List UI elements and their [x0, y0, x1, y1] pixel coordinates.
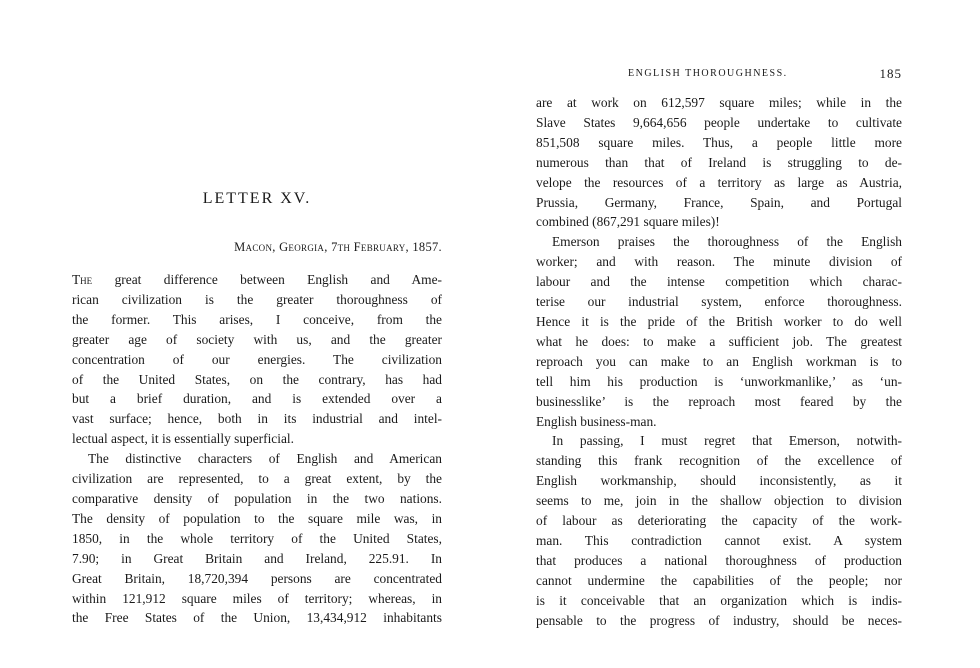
text-line: lectual aspect, it is essentially superficial.: [72, 431, 294, 447]
running-title: ENGLISH THOROUGHNESS.: [628, 68, 788, 79]
text-line: terise our industrial system, enforce thoroughness.: [536, 294, 902, 310]
text-line: English business-man.: [536, 413, 657, 429]
text-line: The great difference between English and Ame-: [72, 272, 442, 287]
text-line: vast surface; hence, both in its industrial and intel-: [72, 411, 442, 427]
text-line: standing this frank recognition of the excellence of: [536, 453, 902, 469]
text-line: 7.90; in Great Britain and Ireland, 225.91. In: [72, 550, 442, 566]
text-line: 1850, in the whole territory of the United States,: [72, 530, 442, 546]
right-body-text: [536, 93, 902, 630]
text-line: Emerson praises the thoroughness of the English: [552, 234, 902, 250]
text-line: is it conceivable that an organization which is indis-: [536, 592, 902, 608]
text-line: comparative density of population in the two nations.: [72, 490, 442, 506]
text-line: Hence it is the pride of the British worker to do well: [536, 313, 902, 329]
text-line: tell him his production is ‘unworkmanlike,’ as ‘un-: [536, 373, 902, 389]
text-line: Slave States 9,664,656 people undertake to cultivate: [536, 114, 902, 130]
text-line: pensable to the progress of industry, should be neces-: [536, 612, 902, 628]
text-line: In passing, I must regret that Emerson, notwith-: [552, 433, 902, 449]
text-line: cannot undermine the capabilities of the people; nor: [536, 572, 902, 588]
text-line: worker; and with reason. The minute division of: [536, 254, 902, 270]
paragraph-continued: [536, 93, 902, 232]
running-head: [536, 66, 902, 84]
text-line: are at work on 612,597 square miles; while in the: [536, 95, 902, 110]
text-line: The distinctive characters of English and American: [88, 451, 442, 467]
text-line: reproach you can make to an English workman is to: [536, 353, 902, 369]
text-line: English workmanship, should inconsistently, as it: [536, 473, 902, 489]
text-line: that produces a national thoroughness of production: [536, 552, 902, 568]
text-line: Great Britain, 18,720,394 persons are concentrated: [72, 570, 442, 586]
text-line: The density of population to the square mile was, in: [72, 510, 442, 526]
text-line: the Free States of the Union, 13,434,912 inhabitants: [72, 610, 442, 626]
text-line: labour and the intense competition which charac-: [536, 274, 902, 290]
text-line: the former. This arises, I conceive, from the: [72, 311, 442, 327]
text-line: velope the resources of a territory as large as Austria,: [536, 174, 902, 190]
text-line: rican civilization is the greater thoroughness of: [72, 291, 442, 307]
text-line: concentration of our energies. The civilization: [72, 351, 442, 367]
text-line: within 121,912 square miles of territory; whereas, in: [72, 590, 442, 606]
left-body-text: [72, 270, 442, 628]
text-line: Prussia, Germany, France, Spain, and Portugal: [536, 194, 902, 210]
right-page: [536, 0, 902, 668]
dateline: Macon, Georgia, 7th February, 1857.: [234, 240, 442, 254]
text-line: but a brief duration, and is extended over a: [72, 391, 442, 407]
text-line: businesslike’ is the reproach most feared by the: [536, 393, 902, 409]
text-line: numerous than that of Ireland is struggling to de-: [536, 154, 902, 170]
text-line: 851,508 square miles. Thus, a people little more: [536, 134, 902, 150]
text-line: greater age of society with us, and the greater: [72, 331, 442, 347]
text-line: what he does: to make a sufficient job. The greatest: [536, 333, 902, 349]
text-line: of the United States, on the contrary, has had: [72, 371, 442, 387]
text-line: man. This contradiction cannot exist. A system: [536, 532, 902, 548]
paragraph-1: [72, 270, 442, 449]
text-line: civilization are represented, to a great extent, by the: [72, 471, 442, 487]
lead-word: The: [72, 272, 93, 287]
text-line: of labour as deteriorating the capacity of the work-: [536, 513, 902, 529]
page-number: 185: [879, 66, 902, 81]
paragraph-emerson: [536, 232, 902, 431]
paragraph-in-passing: [536, 431, 902, 630]
left-page: [72, 0, 442, 668]
text-line: combined (867,291 square miles)!: [536, 214, 720, 230]
letter-title: LETTER XV.: [202, 190, 312, 207]
paragraph-2: [72, 449, 442, 628]
text-line: seems to me, join in the shallow objection to division: [536, 493, 902, 509]
